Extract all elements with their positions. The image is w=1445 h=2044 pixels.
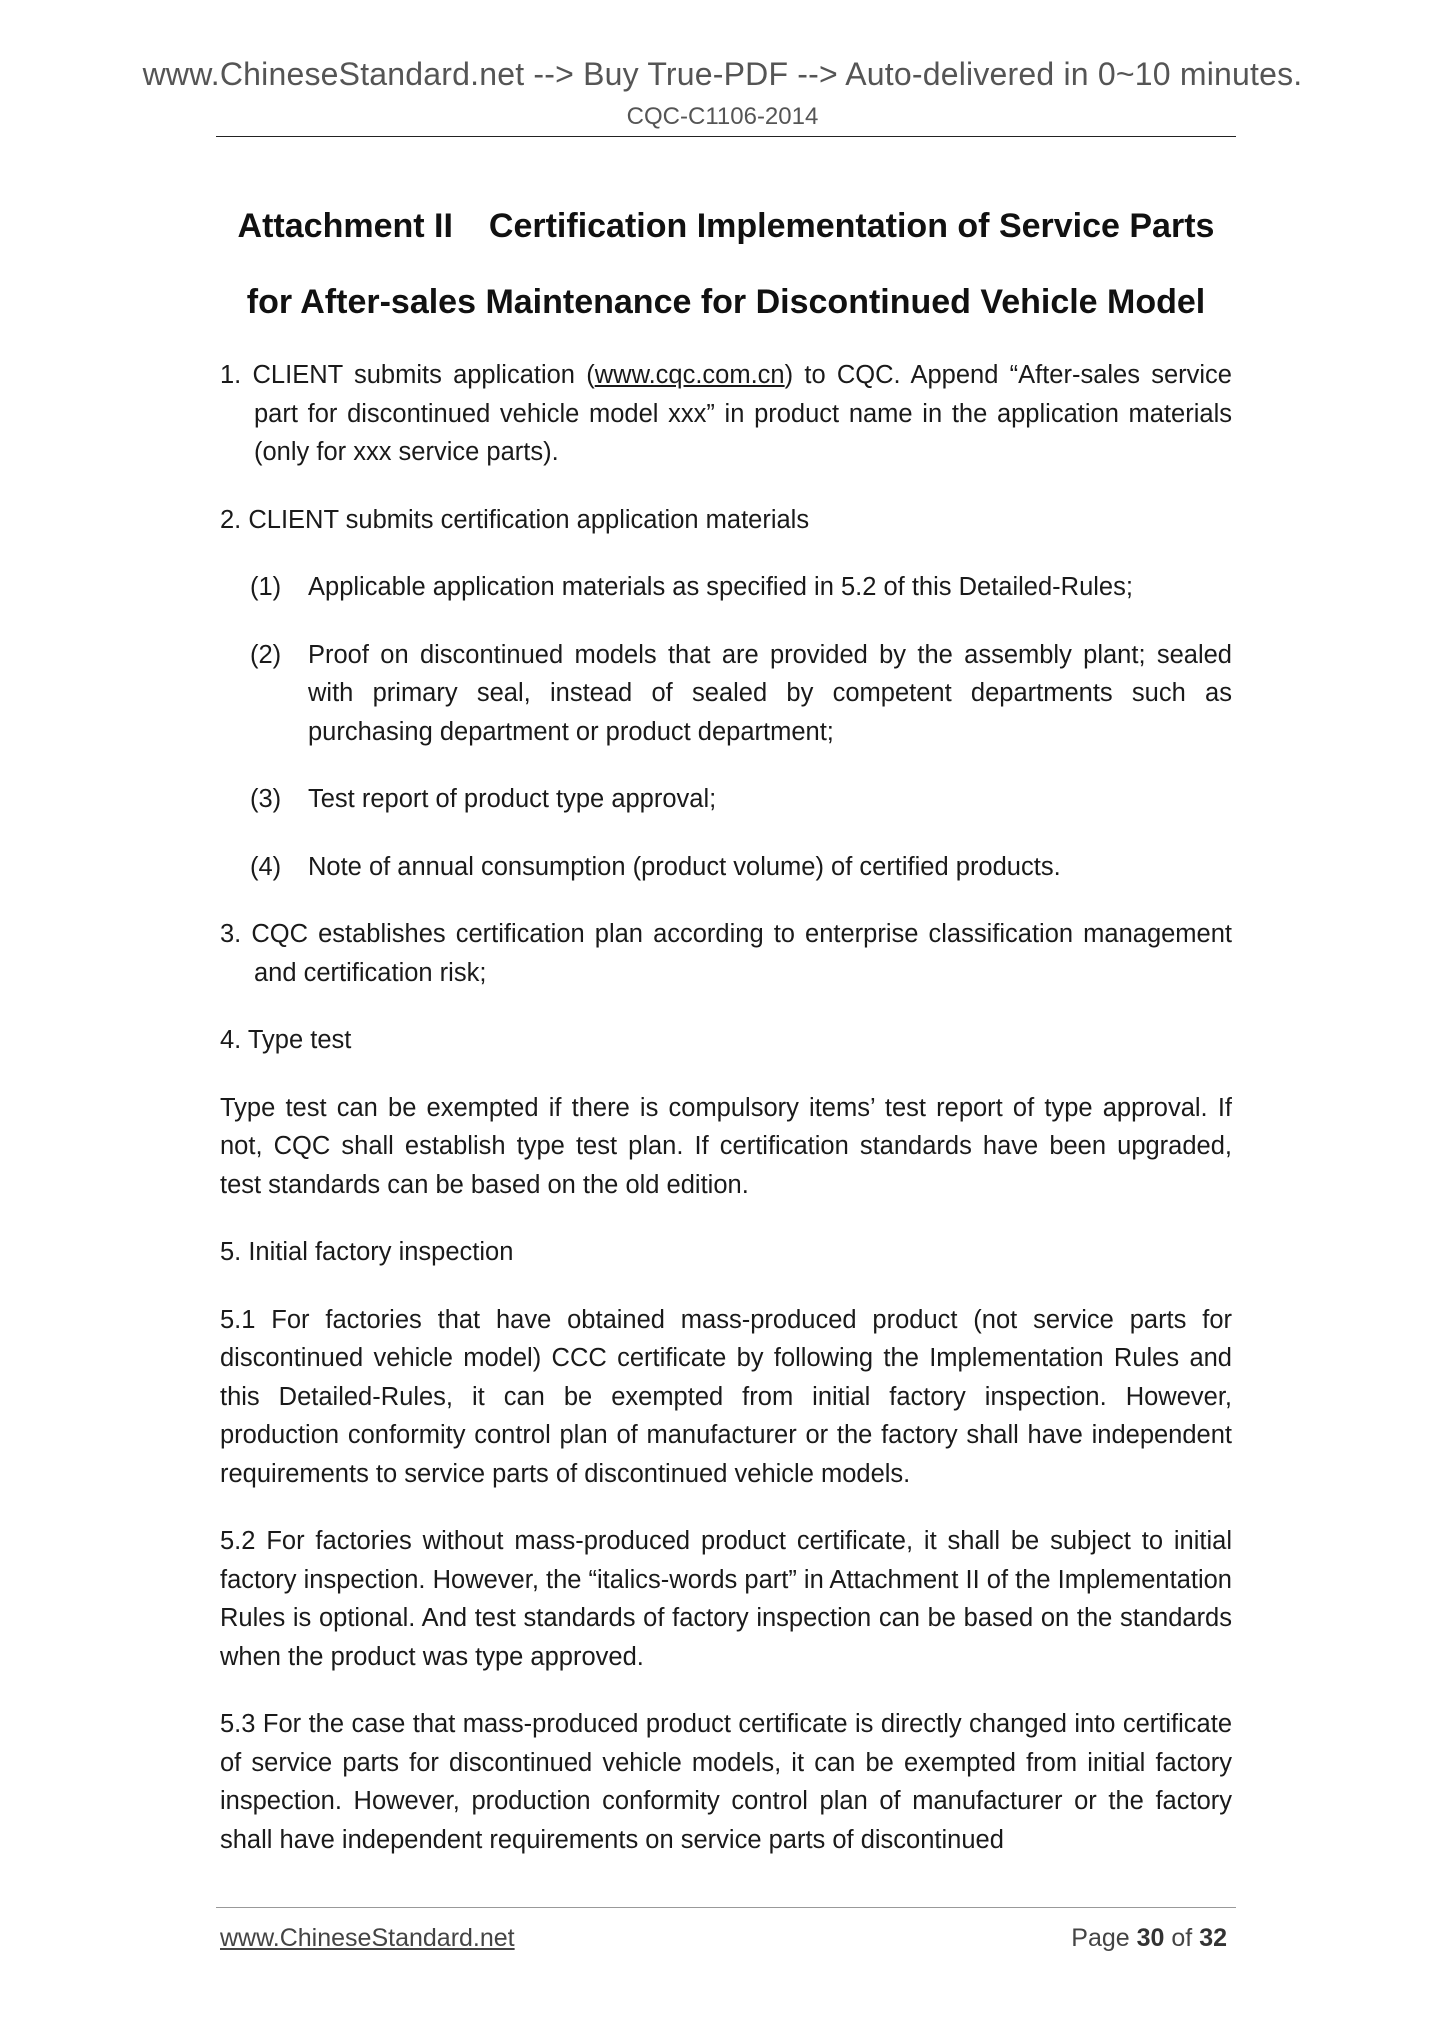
item-4-text: Type test can be exempted if there is compulsory items’ test report of type approval. If not, CQC shall establish type test plan. If certification standards have been upgraded, test standards can be based on the old edition.	[220, 1093, 1232, 1199]
title-line-2: for After-sales Maintenance for Discontinued Vehicle Model	[246, 283, 1206, 321]
footer-site-link[interactable]: www.ChineseStandard.net	[220, 1924, 515, 1952]
page-title	[216, 188, 1236, 340]
sub-item-label: (4)	[250, 852, 282, 881]
sub-item-text: Note of annual consumption (product volume) of certified products.	[308, 852, 1061, 881]
sub-item-text: Proof on discontinued models that are provided by the assembly plant; sealed with primary seal, instead of sealed by competent departments such as purchasing department or product department;	[308, 640, 1232, 746]
title-attachment-label: Attachment II	[237, 207, 453, 245]
document-code: CQC-C1106-2014	[626, 103, 819, 130]
header-divider	[216, 136, 1236, 137]
item-5-1: 5.1 For factories that have obtained mass-produced product (not service parts for discontinued vehicle model) CCC certificate by following the Implementation Rules and this Detailed-Rules, it can be exempted from initial factory inspection. However, production conformity control plan of manufacturer or the factory shall have independent requirements to service parts of discontinued vehicle models.	[220, 1305, 1232, 1488]
sub-item	[220, 568, 1232, 607]
title-line-1	[216, 188, 1236, 264]
page-total: 32	[1199, 1924, 1227, 1952]
item-5-heading: 5. Initial factory inspection	[220, 1238, 514, 1266]
item-1	[220, 356, 1232, 472]
item-1-suffix: ) to CQC. Append “After-sales service part for discontinued vehicle model xxx” in product name in the application materials (only for xxx service parts).	[254, 361, 1232, 466]
item-1-prefix: 1. CLIENT submits application (	[220, 361, 595, 389]
page-word: Page	[1071, 1924, 1130, 1952]
page-number	[1071, 1924, 1227, 1953]
item-5-3: 5.3 For the case that mass-produced product certificate is directly changed into certificate of service parts for discontinued vehicle models, it can be exempted from initial factory inspection. However, production conformity control plan of manufacturer or the factory shall have independent requirements on service parts of discontinued	[220, 1710, 1232, 1854]
item-5-2: 5.2 For factories without mass-produced product certificate, it shall be subject to initial factory inspection. However, the “italics-words part” in Attachment II of the Implementation Rules is optional. And test standards of factory inspection can be based on the standards when the product was type approved.	[220, 1527, 1232, 1671]
sub-item-label: (1)	[250, 573, 282, 601]
page-of: of	[1171, 1924, 1193, 1952]
cqc-website-link[interactable]: www.cqc.com.cn	[594, 361, 785, 389]
page-current: 30	[1136, 1924, 1165, 1952]
item-3: 3. CQC establishes certification plan according to enterprise classification management and certification risk;	[220, 920, 1232, 987]
sub-item	[220, 780, 1232, 819]
sub-item	[220, 848, 1232, 887]
sub-item-label: (2)	[250, 640, 282, 669]
footer-divider	[216, 1907, 1236, 1908]
item-2: 2. CLIENT submits certification application materials	[220, 505, 810, 534]
document-body	[220, 356, 1232, 1888]
title-heading: Certification Implementation of Service Parts	[488, 207, 1215, 245]
top-banner: www.ChineseStandard.net --> Buy True-PDF --> Auto-delivered in 0~10 minutes.	[142, 56, 1303, 92]
item-4-heading: 4. Type test	[220, 1026, 352, 1054]
sub-item-label: (3)	[250, 785, 282, 813]
sub-item-text: Test report of product type approval;	[308, 785, 717, 813]
sub-item	[220, 636, 1232, 752]
sub-item-text: Applicable application materials as specified in 5.2 of this Detailed-Rules;	[308, 573, 1133, 601]
